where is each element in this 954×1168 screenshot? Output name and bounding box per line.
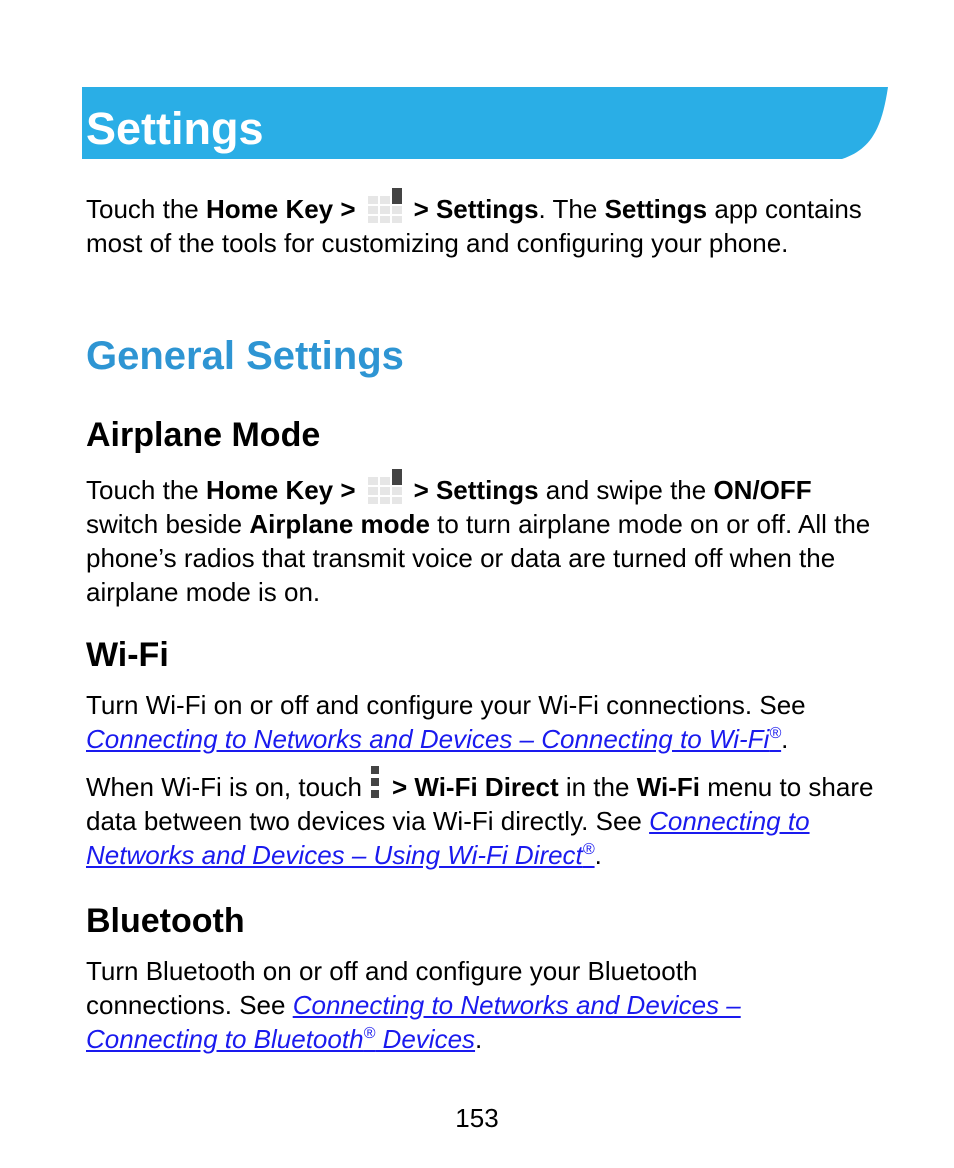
bluetooth-text: Turn Bluetooth on or off and configure your Bluetooth connections. See bbox=[86, 956, 698, 1020]
airplane-home-key: Home Key > bbox=[205, 475, 356, 505]
wifi-link-text: Connecting to Networks and Devices – Connecting to Wi-Fi bbox=[86, 724, 770, 754]
wifi-heading: Wi-Fi bbox=[86, 636, 169, 674]
wifi-text-end: . bbox=[781, 724, 789, 754]
intro-text-3: app contains most of the tools for customizing and configuring your phone. bbox=[86, 194, 862, 258]
section-banner bbox=[82, 87, 888, 159]
wifi-direct-text-3: menu to share data between two devices via Wi-Fi directly. See bbox=[86, 772, 874, 836]
bluetooth-paragraph bbox=[86, 954, 806, 1056]
wifi-direct-label: > Wi-Fi Direct bbox=[391, 772, 559, 802]
wifi-text-1: Turn Wi-Fi on or off and configure your Wi-Fi connections. See bbox=[86, 690, 806, 720]
registered-mark: ® bbox=[363, 1025, 376, 1042]
wifi-connecting-link[interactable] bbox=[86, 724, 781, 754]
intro-settings-app: Settings bbox=[604, 194, 708, 224]
intro-text: Touch the bbox=[86, 194, 206, 224]
registered-mark: ® bbox=[582, 841, 595, 858]
airplane-paragraph bbox=[86, 467, 886, 609]
overflow-menu-icon bbox=[368, 766, 382, 800]
wifi-direct-link-text: Connecting to Networks and Devices – Using Wi-Fi Direct bbox=[86, 806, 810, 870]
general-settings-heading: General Settings bbox=[86, 334, 404, 378]
intro-settings: > Settings bbox=[413, 194, 539, 224]
apps-grid-icon bbox=[366, 467, 404, 505]
wifi-paragraph-1 bbox=[86, 688, 886, 756]
intro-paragraph bbox=[86, 186, 886, 260]
airplane-text-3: switch beside bbox=[86, 509, 250, 539]
airplane-mode-heading: Airplane Mode bbox=[86, 416, 321, 454]
airplane-text-1: Touch the bbox=[86, 475, 206, 505]
bluetooth-heading: Bluetooth bbox=[86, 902, 245, 940]
airplane-on-off: ON/OFF bbox=[713, 475, 812, 505]
airplane-text-2: and swipe the bbox=[538, 475, 714, 505]
wifi-direct-end: . bbox=[594, 840, 602, 870]
registered-mark: ® bbox=[769, 725, 782, 742]
bluetooth-link-text-2: Devices bbox=[375, 1024, 476, 1054]
airplane-mode-label: Airplane mode bbox=[249, 509, 430, 539]
intro-text-2: . The bbox=[538, 194, 605, 224]
intro-home-key: Home Key > bbox=[205, 194, 356, 224]
airplane-text-4: to turn airplane mode on or off. All the phone’s radios that transmit voice or data are turned off when the airplane mode is on. bbox=[86, 509, 871, 607]
wifi-direct-text-1: When Wi-Fi is on, touch bbox=[86, 772, 362, 802]
page-number: 153 bbox=[455, 1103, 499, 1133]
bluetooth-text-end: . bbox=[475, 1024, 483, 1054]
wifi-paragraph-2 bbox=[86, 766, 886, 872]
bluetooth-link-text: Connecting to Networks and Devices – Connecting to Bluetooth bbox=[86, 990, 741, 1054]
wifi-direct-text-2: in the bbox=[558, 772, 637, 802]
wifi-menu-label: Wi-Fi bbox=[636, 772, 700, 802]
apps-grid-icon bbox=[366, 186, 404, 224]
airplane-settings: > Settings bbox=[413, 475, 539, 505]
page-title: Settings bbox=[86, 103, 264, 154]
